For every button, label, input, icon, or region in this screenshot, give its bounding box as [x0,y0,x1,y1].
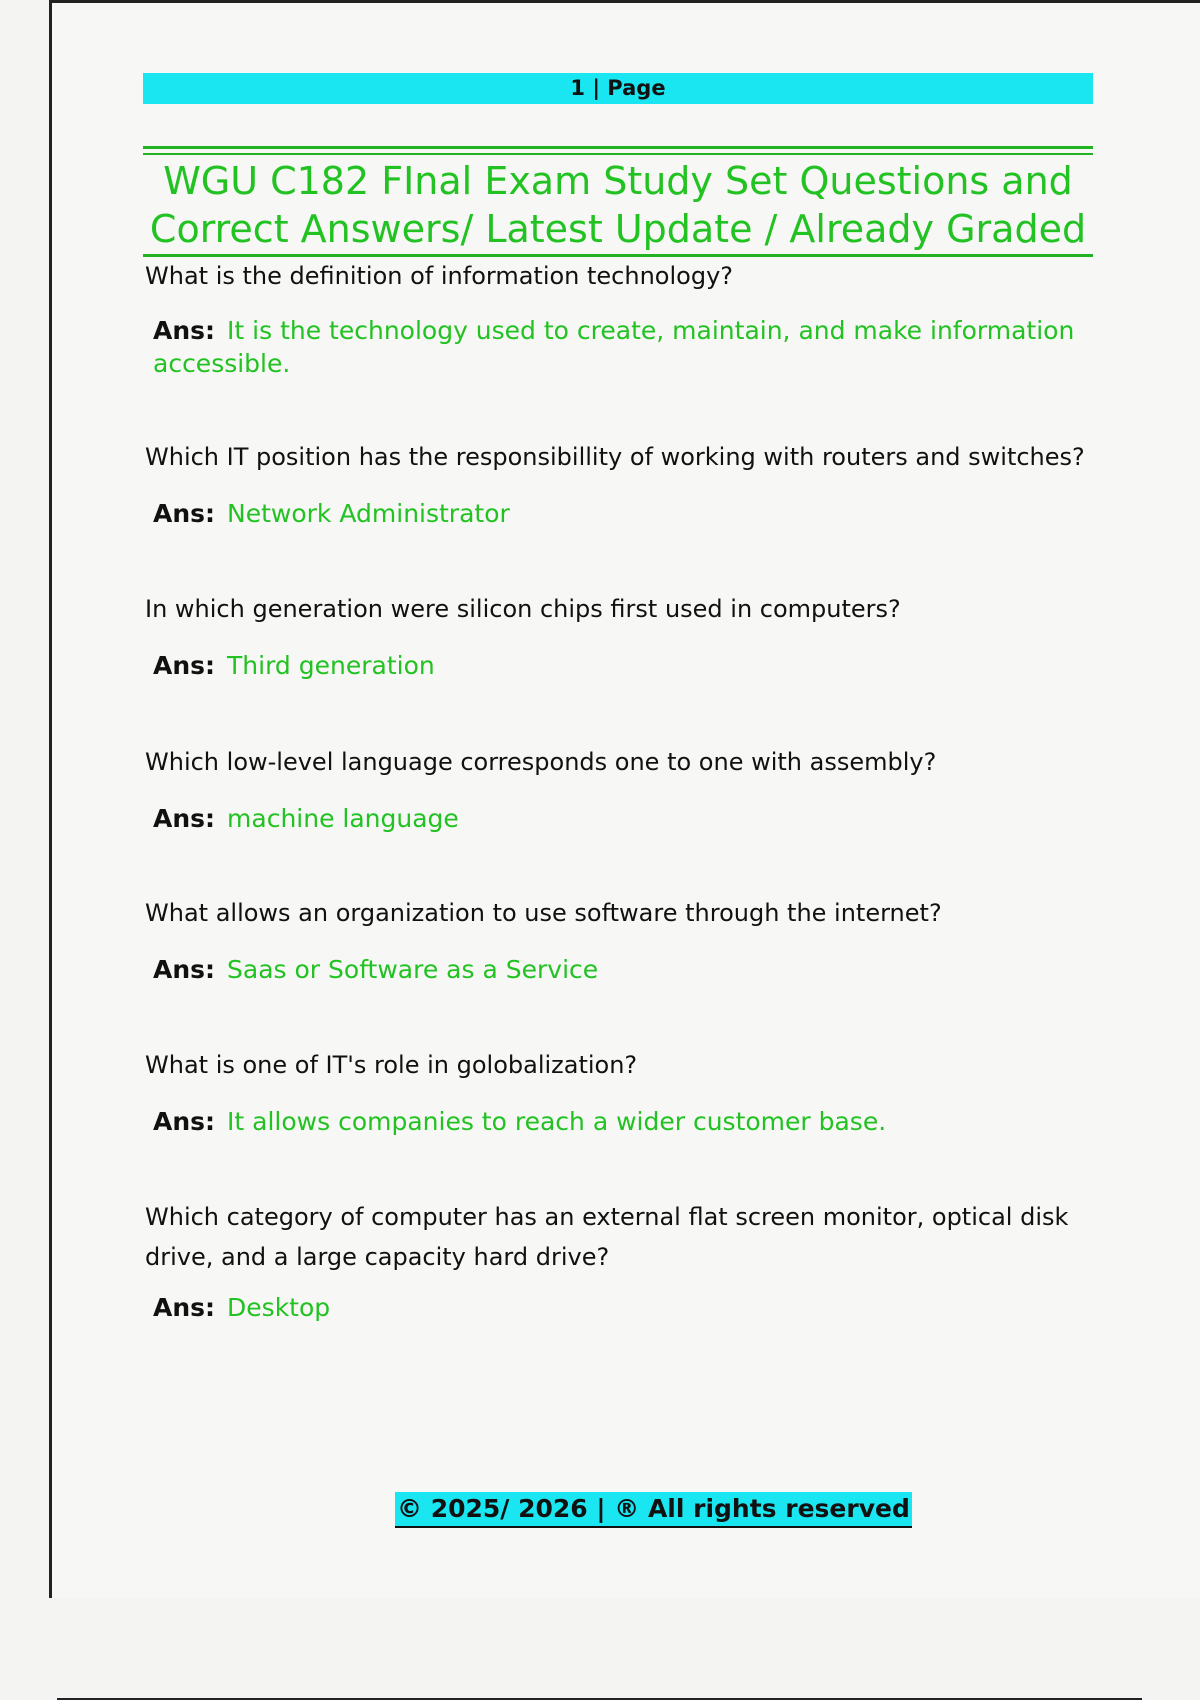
question-text: What is one of IT's role in golobalization? [145,1051,638,1079]
answer-label: Ans: [153,1293,216,1322]
question-text: In which generation were silicon chips first used in computers? [145,595,901,623]
copyright-footer: © 2025/ 2026 | ® All rights reserved [395,1492,912,1528]
question-text: Which IT position has the responsibillity of working with routers and switches? [145,443,1085,471]
answer-text: machine language [227,804,459,833]
qa-item-7 [145,1197,1085,1324]
answer-row [145,314,1085,380]
answer-text: Network Administrator [227,499,510,528]
qa-item-2 [145,437,1085,530]
answer-label: Ans: [153,651,216,680]
answer-row [145,953,1085,986]
document-title-block [143,146,1093,257]
answer-row [145,802,1085,835]
page-number-label: 1 | Page [570,76,666,100]
question-text: Which category of computer has an external flat screen monitor, optical disk drive, and a large capacity hard drive? [145,1203,1069,1271]
document-title-line-2: Correct Answers/ Latest Update / Already Graded [149,207,1087,251]
question-text: What allows an organization to use software through the internet? [145,899,942,927]
answer-row [145,1105,1085,1138]
answer-label: Ans: [153,1107,216,1136]
answer-text: Saas or Software as a Service [227,955,599,984]
document-title-line-1: WGU C182 FInal Exam Study Set Questions and [163,159,1073,203]
answer-text: Desktop [227,1293,331,1322]
qa-item-6 [145,1045,1085,1138]
qa-item-1 [145,256,1085,380]
answer-label: Ans: [153,955,216,984]
answer-label: Ans: [153,804,216,833]
qa-item-4 [145,742,1085,835]
answer-row [145,497,1085,530]
question-text: Which low-level language corresponds one to one with assembly? [145,748,937,776]
answer-label: Ans: [153,316,216,345]
qa-item-5 [145,893,1085,986]
answer-text: Third generation [227,651,435,680]
answer-text: It is the technology used to create, maintain, and make information accessible. [153,316,1075,378]
page-header [143,73,1093,104]
question-text: What is the definition of information technology? [145,262,734,290]
answer-label: Ans: [153,499,216,528]
qa-item-3 [145,589,1085,682]
answer-text: It allows companies to reach a wider customer base. [227,1107,887,1136]
answer-row [145,1291,1085,1324]
answer-row [145,649,1085,682]
